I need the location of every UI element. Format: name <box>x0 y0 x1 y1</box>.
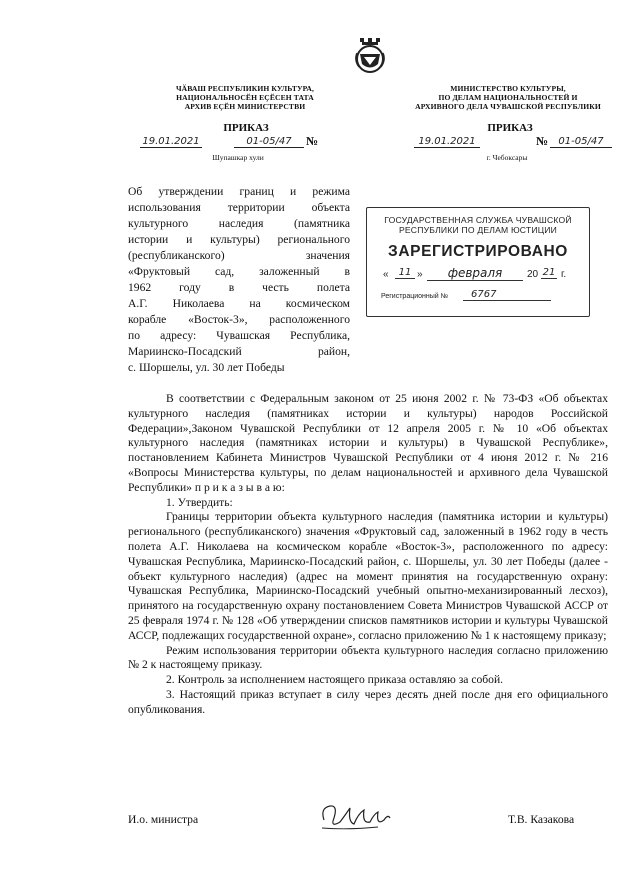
title-line: А.Г. Николаева на космическом <box>128 297 350 310</box>
signatory-name: Т.В. Казакова <box>508 813 575 826</box>
boundaries-paragraph: Границы территории объекта культурного наследия (памятника истории и культуры) регионального (республиканского) значения «Фруктовый сад, заложенный в 1962 году в честь полета А.Г. Николаева на космическом корабле «Восток-3», расположенного по адресу: Чувашская Республика, Мариинско-Посадский район, с. Шоршелы, ул. 30 лет Победы (далее - объект культурного наследия) (адрес на момент принятия на государственную охрану: Чувашская Республика, Мариинско-Посадский учебный опытно-механизированный лесхоз), принятого на государственную охрану постановлением Совета Министров Чувашской АССР от 25 февраля 1974 г. № 128 «Об утверждении списков памятников истории и культуры Чувашской АССР, подлежащих государственной охране», согласно приложению № 1 к настоящему приказу; <box>128 510 608 642</box>
title-line: по адресу: Чувашская Республика, <box>128 329 350 342</box>
document-title <box>128 184 350 376</box>
order-body <box>128 392 608 718</box>
order-date-right: 19.01.2021 <box>414 136 480 148</box>
number-sign-right: № <box>536 134 549 148</box>
signatory-position: И.о. министра <box>128 813 199 826</box>
stamp-registered-label: ЗАРЕГИСТРИРОВАНО <box>388 243 568 260</box>
number-sign-left: № <box>306 134 319 148</box>
title-line: с. Шоршелы, ул. 30 лет Победы <box>128 361 285 374</box>
stamp-quote-close: » <box>417 269 423 280</box>
stamp-reg-label: Регистрационный № <box>381 293 449 300</box>
stamp-reg-number: 6767 <box>463 289 551 301</box>
city-left: Шупашкар хули <box>212 153 264 162</box>
order-item-2: 2. Контроль за исполнением настоящего приказа оставляю за собой. <box>166 673 504 687</box>
org-name-line: МИНИСТЕРСТВО КУЛЬТУРЫ, <box>450 84 566 93</box>
order-item-1: 1. Утвердить: <box>166 495 233 509</box>
stamp-agency-line: РЕСПУБЛИКИ ПО ДЕЛАМ ЮСТИЦИИ <box>398 225 558 235</box>
title-line: использования территории объекта <box>128 201 350 214</box>
stamp-day: 11 <box>395 267 415 279</box>
prikaz-heading-left: ПРИКАЗ <box>223 122 269 134</box>
org-name-russian <box>398 84 618 111</box>
order-number-left: 01-05/47 <box>234 136 304 148</box>
handwritten-signature <box>318 800 398 834</box>
org-name-line: АРХИВ ЕҪӖН МИНИСТЕРСТВИ <box>184 102 306 111</box>
title-line: культурного наследия (памятника <box>128 217 350 230</box>
order-item-3: 3. Настоящий приказ вступает в силу через десять дней после дня его официального опубликования. <box>128 687 608 716</box>
stamp-year-suffix: 21 <box>542 267 556 278</box>
stamp-month: февраля <box>427 266 523 281</box>
org-name-line: ЧӐВАШ РЕСПУБЛИКИН КУЛЬТУРА, <box>175 84 315 93</box>
org-name-chuvash <box>150 84 340 111</box>
title-line: Об утверждении границ и режима <box>128 185 350 198</box>
stamp-agency-line: ГОСУДАРСТВЕННАЯ СЛУЖБА ЧУВАШСКОЙ <box>384 215 572 225</box>
title-line: 1962 году в честь полета <box>128 281 350 294</box>
city-right: г. Чебоксары <box>486 153 528 162</box>
org-name-line: АРХИВНОГО ДЕЛА ЧУВАШСКОЙ РЕСПУБЛИКИ <box>415 102 601 111</box>
order-date-left: 19.01.2021 <box>140 136 202 148</box>
stamp-year-letter: г. <box>561 269 567 280</box>
prikaz-heading-right: ПРИКАЗ <box>487 122 533 134</box>
org-name-line: НАЦИОНАЛЬНОСӖН ЕҪӖСЕН ТАТА <box>176 93 314 102</box>
order-number-right: 01-05/47 <box>550 136 612 148</box>
title-line: истории и культуры) регионального <box>128 233 350 246</box>
stamp-year-prefix: 20 <box>527 269 539 280</box>
org-name-line: ПО ДЕЛАМ НАЦИОНАЛЬНОСТЕЙ И <box>438 93 578 102</box>
regime-paragraph: Режим использования территории объекта культурного наследия согласно приложению № 2 к настоящему приказу. <box>128 643 608 672</box>
stamp-reg-row <box>367 289 589 307</box>
coat-of-arms-emblem <box>352 38 388 74</box>
title-line: корабле «Восток-3», расположенного <box>128 313 350 326</box>
stamp-date-row <box>367 265 589 285</box>
preamble-paragraph: В соответствии с Федеральным законом от 25 июня 2002 г. № 73-ФЗ «Об объектах культурного наследия (памятниках истории и культуры) народов Российской Федерации»,Законом Чувашской Республики от 12 апреля 2005 г. № 10 «Об объектах культурного наследия (памятниках истории и культуры) в Чувашской Республике», постановлением Кабинета Министров Чувашской Республики от 4 июня 2012 г. № 216 «Вопросы Министерства культуры, по делам национальностей и архивного дела Чувашской Республики» п р и к а з ы в а ю: <box>128 392 608 494</box>
stamp-quote-open: « <box>383 269 389 280</box>
title-line: (республиканского) значения <box>128 249 350 262</box>
title-line: Мариинско-Посадский район, <box>128 345 350 358</box>
registration-stamp <box>366 207 590 317</box>
title-line: «Фруктовый сад, заложенный в <box>128 265 350 278</box>
